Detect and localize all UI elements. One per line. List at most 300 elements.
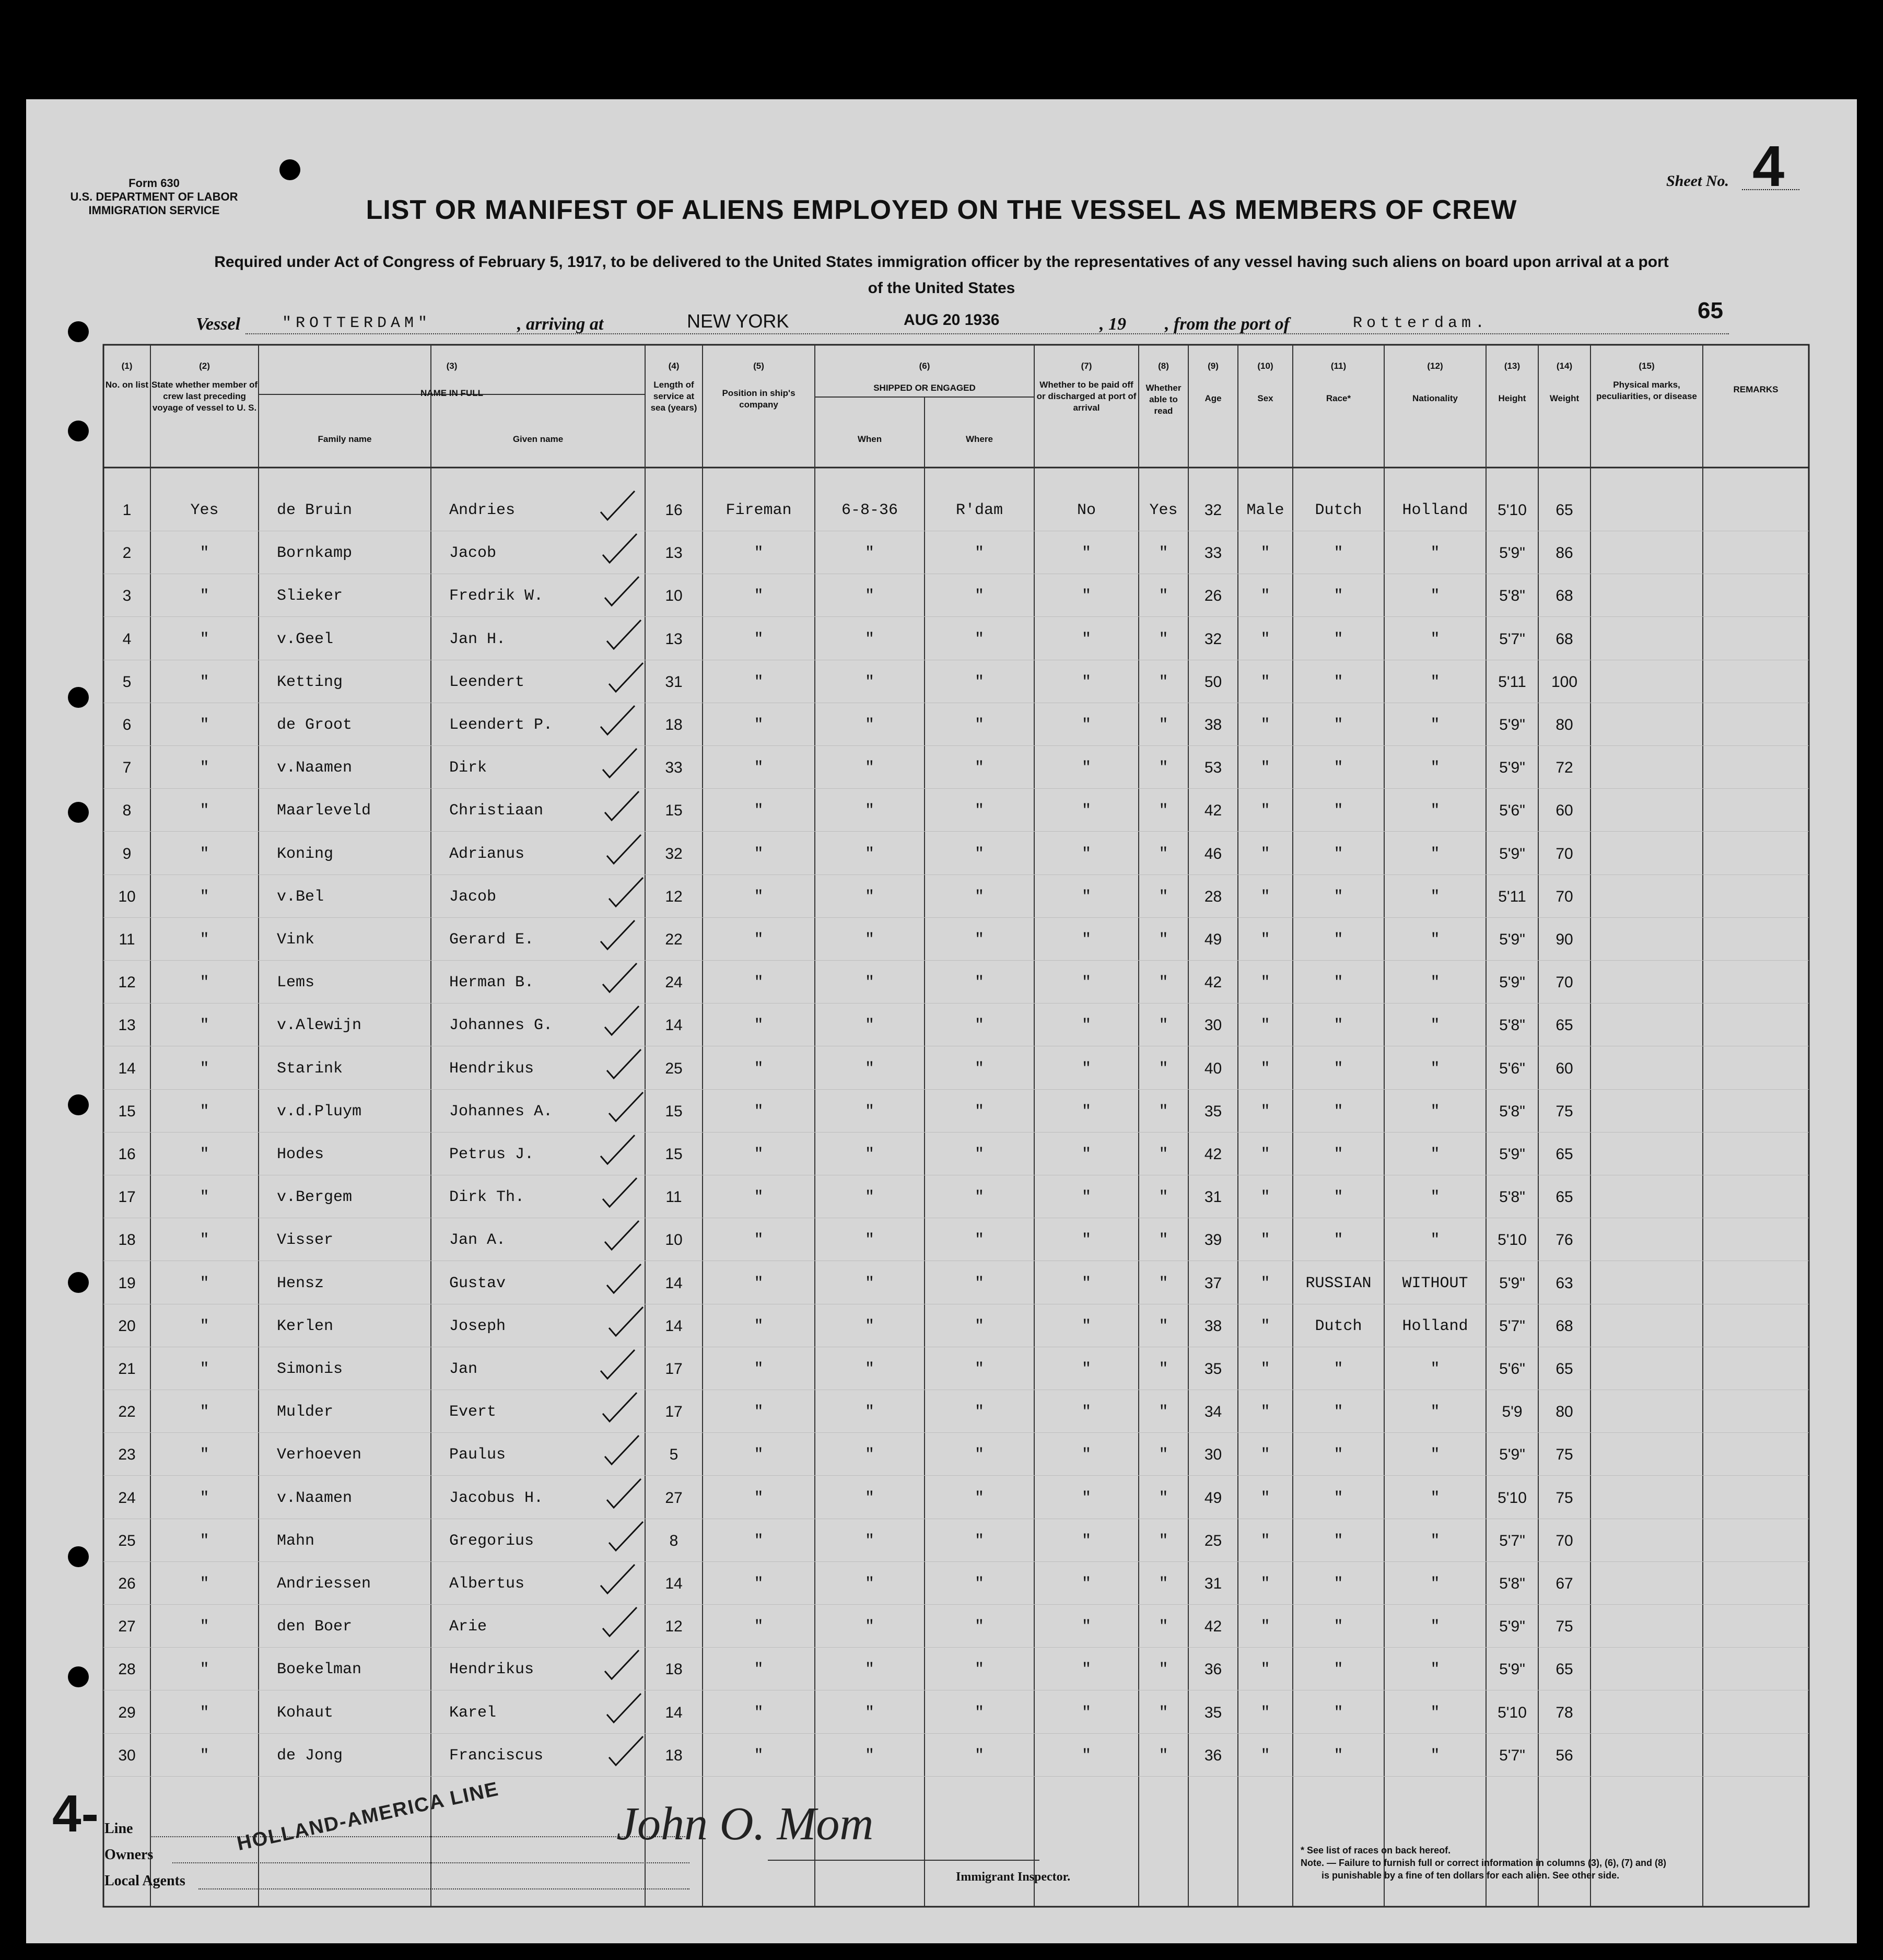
- col-service-header: (4) Length of service at sea (years): [650, 361, 697, 413]
- paid-off: No: [1077, 501, 1096, 519]
- age: 39: [1204, 1231, 1222, 1249]
- family-name: Mahn: [277, 1532, 315, 1550]
- row-rule: [103, 788, 1809, 789]
- shipped-where: ": [974, 802, 984, 820]
- nationality: Holland: [1402, 1317, 1468, 1335]
- sex: ": [1260, 716, 1270, 734]
- nationality: ": [1430, 1188, 1440, 1207]
- family-name: Bornkamp: [277, 544, 353, 563]
- weight: 56: [1555, 1746, 1573, 1764]
- family-name: Vink: [277, 931, 315, 949]
- given-name: Dirk Th.: [449, 1188, 525, 1207]
- shipped-when: ": [864, 888, 874, 906]
- sex: ": [1260, 1704, 1270, 1722]
- check-mark-icon: [606, 660, 648, 697]
- nationality: ": [1430, 1403, 1440, 1421]
- row-number: 23: [118, 1446, 136, 1464]
- age: 35: [1204, 1360, 1222, 1378]
- able-to-read: ": [1159, 1360, 1168, 1378]
- given-name: Johannes G.: [449, 1017, 553, 1035]
- row-number: 30: [118, 1746, 136, 1764]
- given-name: Jan H.: [449, 630, 506, 648]
- weight: 72: [1555, 759, 1573, 777]
- age: 49: [1204, 1489, 1222, 1507]
- height: 5'8": [1499, 1188, 1525, 1206]
- sex: ": [1260, 1618, 1270, 1636]
- paid-off: ": [1081, 1317, 1091, 1335]
- position: ": [754, 1231, 764, 1250]
- given-name: Hendrikus: [449, 1661, 534, 1679]
- able-to-read: ": [1159, 802, 1168, 820]
- check-mark-icon: [606, 1090, 648, 1126]
- inspector-label: Immigrant Inspector.: [956, 1870, 1071, 1884]
- weight: 75: [1555, 1489, 1573, 1507]
- family-name: den Boer: [277, 1618, 353, 1636]
- col-physical-marks-header: (15) Physical marks, peculiarities, or disease: [1596, 361, 1697, 401]
- age: 36: [1204, 1746, 1222, 1764]
- sex: ": [1260, 1575, 1270, 1593]
- given-name: Joseph: [449, 1317, 506, 1335]
- nationality: ": [1430, 1231, 1440, 1250]
- shipped-when: ": [864, 1188, 874, 1207]
- prev-voyage: ": [200, 1704, 209, 1722]
- nationality: ": [1430, 845, 1440, 863]
- row-number: 18: [118, 1231, 136, 1249]
- age: 32: [1204, 501, 1222, 519]
- service-years: 24: [665, 974, 683, 991]
- height: 5'9": [1499, 544, 1525, 562]
- able-to-read: ": [1159, 1746, 1168, 1765]
- height: 5'9": [1499, 845, 1525, 862]
- shipped-where: ": [974, 1274, 984, 1292]
- able-to-read: Yes: [1149, 501, 1178, 519]
- shipped-when: ": [864, 1489, 874, 1507]
- paid-off: ": [1081, 673, 1091, 691]
- row-rule: [103, 1003, 1809, 1004]
- age: 35: [1204, 1102, 1222, 1120]
- family-name: Hodes: [277, 1146, 324, 1163]
- age: 37: [1204, 1274, 1222, 1292]
- check-mark-icon: [598, 1562, 640, 1599]
- height: 5'9": [1499, 716, 1525, 733]
- col-no-header: (1) No. on list: [105, 361, 149, 390]
- service-years: 14: [665, 1317, 683, 1335]
- sex: ": [1260, 931, 1270, 949]
- nationality: ": [1430, 1704, 1440, 1722]
- given-name: Jan: [449, 1360, 478, 1378]
- shipped-where: ": [974, 1059, 984, 1078]
- height: 5'8": [1499, 587, 1525, 605]
- nationality: ": [1430, 1360, 1440, 1378]
- shipped-where: ": [974, 888, 984, 906]
- check-mark-icon: [604, 1691, 646, 1728]
- col-age-header: (9) Age: [1204, 361, 1222, 403]
- sex: ": [1260, 1317, 1270, 1335]
- shipped-where: ": [974, 1704, 984, 1722]
- given-name: Christiaan: [449, 802, 544, 820]
- height: 5'10: [1498, 1489, 1527, 1507]
- nationality: ": [1430, 1489, 1440, 1507]
- height: 5'9": [1499, 1661, 1525, 1678]
- given-name: Jacob: [449, 888, 497, 906]
- prev-voyage: ": [200, 1489, 209, 1507]
- weight: 65: [1555, 1661, 1573, 1678]
- position: ": [754, 1317, 764, 1335]
- shipped-where: ": [974, 1017, 984, 1035]
- nationality: ": [1430, 1059, 1440, 1078]
- check-mark-icon: [600, 746, 642, 783]
- paid-off: ": [1081, 1618, 1091, 1636]
- row-number: 24: [118, 1489, 136, 1507]
- row-number: 4: [122, 630, 132, 648]
- family-name: v.Naamen: [277, 1489, 353, 1507]
- row-rule: [103, 1776, 1809, 1777]
- check-mark-icon: [606, 1734, 648, 1770]
- page-number: 65: [1698, 298, 1723, 323]
- weight: 75: [1555, 1618, 1573, 1636]
- prev-voyage: ": [200, 1403, 209, 1421]
- position: ": [754, 1188, 764, 1207]
- height: 5'9": [1499, 759, 1525, 777]
- paid-off: ": [1081, 931, 1091, 949]
- shipped-where: ": [974, 1446, 984, 1464]
- family-name: Visser: [277, 1231, 334, 1250]
- col-family-name-header: Family name: [318, 434, 372, 444]
- manifest-sheet: [26, 99, 1857, 1943]
- able-to-read: ": [1159, 1446, 1168, 1464]
- able-to-read: ": [1159, 888, 1168, 906]
- prev-voyage: ": [200, 716, 209, 734]
- able-to-read: ": [1159, 1017, 1168, 1035]
- age: 31: [1204, 1575, 1222, 1592]
- shipped-where: ": [974, 544, 984, 563]
- given-name: Adrianus: [449, 845, 525, 863]
- position: ": [754, 1059, 764, 1078]
- row-number: 22: [118, 1403, 136, 1421]
- weight: 100: [1551, 673, 1578, 691]
- race: ": [1334, 759, 1343, 777]
- shipped-when: ": [864, 1618, 874, 1636]
- row-rule: [103, 960, 1809, 961]
- age: 26: [1204, 587, 1222, 605]
- penalty-note-2: is punishable by a fine of ten dollars for each alien. See other side.: [1321, 1870, 1620, 1881]
- row-number: 27: [118, 1618, 136, 1636]
- race: ": [1334, 1575, 1343, 1593]
- height: 5'8": [1499, 1575, 1525, 1592]
- race: ": [1334, 1403, 1343, 1421]
- paid-off: ": [1081, 974, 1091, 992]
- nationality: ": [1430, 716, 1440, 734]
- able-to-read: ": [1159, 1489, 1168, 1507]
- check-mark-icon: [604, 617, 646, 654]
- shipped-where: ": [974, 1746, 984, 1765]
- age: 46: [1204, 845, 1222, 862]
- page-title: LIST OR MANIFEST OF ALIENS EMPLOYED ON THE VESSEL AS MEMBERS OF CREW: [366, 195, 1517, 225]
- age: 42: [1204, 1146, 1222, 1163]
- weight: 80: [1555, 1403, 1573, 1421]
- nationality: ": [1430, 673, 1440, 691]
- race: ": [1334, 630, 1343, 648]
- owners-label: Owners: [104, 1847, 154, 1863]
- family-name: v.Naamen: [277, 759, 353, 777]
- inspector-signature: John O. Mom: [616, 1798, 874, 1850]
- col-position-header: (5) Position in ship's company: [722, 361, 796, 410]
- family-name: de Jong: [277, 1746, 343, 1765]
- age: 42: [1204, 802, 1222, 820]
- check-mark-icon: [602, 1218, 644, 1255]
- nationality: ": [1430, 1017, 1440, 1035]
- able-to-read: ": [1159, 1146, 1168, 1163]
- row-rule: [103, 1089, 1809, 1090]
- race: ": [1334, 1102, 1343, 1121]
- shipped-when: ": [864, 1746, 874, 1765]
- paid-off: ": [1081, 1102, 1091, 1121]
- arriving-label: , arriving at: [517, 314, 604, 334]
- race: ": [1334, 1489, 1343, 1507]
- prev-voyage: ": [200, 1446, 209, 1464]
- family-name: Kerlen: [277, 1317, 334, 1335]
- races-note: * See list of races on back hereof.: [1301, 1845, 1451, 1856]
- able-to-read: ": [1159, 673, 1168, 691]
- nationality: ": [1430, 1661, 1440, 1679]
- check-mark-icon: [602, 1004, 644, 1040]
- height: 5'11: [1498, 888, 1526, 905]
- prev-voyage: ": [200, 1746, 209, 1765]
- able-to-read: ": [1159, 1059, 1168, 1078]
- service-years: 15: [665, 1102, 683, 1120]
- sex: ": [1260, 1360, 1270, 1378]
- paid-off: ": [1081, 544, 1091, 563]
- able-to-read: ": [1159, 845, 1168, 863]
- race: Dutch: [1315, 1317, 1362, 1335]
- from-port-label: , from the port of: [1165, 314, 1290, 334]
- sex: ": [1260, 1661, 1270, 1679]
- sex: ": [1260, 1403, 1270, 1421]
- row-number: 28: [118, 1661, 136, 1678]
- row-rule: [103, 1604, 1809, 1605]
- paid-off: ": [1081, 1704, 1091, 1722]
- position: ": [754, 1017, 764, 1035]
- prev-voyage: ": [200, 1618, 209, 1636]
- row-number: 6: [122, 716, 132, 733]
- race: ": [1334, 802, 1343, 820]
- paid-off: ": [1081, 1274, 1091, 1292]
- age: 34: [1204, 1403, 1222, 1421]
- race: ": [1334, 1059, 1343, 1078]
- paid-off: ": [1081, 1017, 1091, 1035]
- check-mark-icon: [602, 1433, 644, 1469]
- check-mark-icon: [598, 703, 640, 740]
- nationality: ": [1430, 1618, 1440, 1636]
- weight: 75: [1555, 1446, 1573, 1464]
- given-name: Franciscus: [449, 1746, 544, 1765]
- shipped-where: ": [974, 1102, 984, 1121]
- prev-voyage: ": [200, 888, 209, 906]
- paid-off: ": [1081, 1446, 1091, 1464]
- prev-voyage: ": [200, 974, 209, 992]
- race: RUSSIAN: [1305, 1274, 1372, 1292]
- able-to-read: ": [1159, 1102, 1168, 1121]
- position: ": [754, 587, 764, 605]
- prev-voyage: ": [200, 1274, 209, 1292]
- year-label: , 19: [1100, 314, 1126, 334]
- shipped-when: ": [864, 1661, 874, 1679]
- sex: ": [1260, 974, 1270, 992]
- prev-voyage: ": [200, 544, 209, 563]
- family-name: Ketting: [277, 673, 343, 691]
- height: 5'6": [1499, 1059, 1525, 1077]
- shipped-when: ": [864, 1059, 874, 1078]
- service-years: 12: [665, 1618, 683, 1636]
- able-to-read: ": [1159, 1532, 1168, 1550]
- race: ": [1334, 716, 1343, 734]
- sex: ": [1260, 1274, 1270, 1292]
- race: ": [1334, 1231, 1343, 1250]
- weight: 67: [1555, 1575, 1573, 1592]
- row-rule: [103, 616, 1809, 617]
- sheet-label: Sheet No.: [1666, 172, 1729, 190]
- given-name: Paulus: [449, 1446, 506, 1464]
- sheet-number: 4: [1752, 134, 1785, 199]
- shipped-where: ": [974, 1360, 984, 1378]
- age: 35: [1204, 1704, 1222, 1721]
- col-height-header: (13) Height: [1498, 361, 1526, 403]
- nationality: ": [1430, 587, 1440, 605]
- family-name: v.d.Pluym: [277, 1102, 362, 1121]
- height: 5'9": [1499, 931, 1525, 948]
- age: 38: [1204, 1317, 1222, 1335]
- family-name: v.Bergem: [277, 1188, 353, 1207]
- shipped-when: ": [864, 802, 874, 820]
- check-mark-icon: [606, 875, 648, 912]
- height: 5'10: [1498, 501, 1527, 519]
- weight: 70: [1555, 845, 1573, 862]
- line-label: Line: [104, 1821, 133, 1837]
- prev-voyage: ": [200, 1317, 209, 1335]
- check-mark-icon: [598, 488, 640, 525]
- check-mark-icon: [604, 1262, 646, 1298]
- prev-voyage: ": [200, 673, 209, 691]
- nationality: Holland: [1402, 501, 1468, 519]
- check-mark-icon: [598, 918, 640, 954]
- prev-voyage: ": [200, 1188, 209, 1207]
- service-years: 10: [665, 587, 683, 605]
- age: 38: [1204, 716, 1222, 733]
- row-number: 26: [118, 1575, 136, 1592]
- age: 49: [1204, 931, 1222, 948]
- position: ": [754, 630, 764, 648]
- sex: Male: [1246, 501, 1284, 519]
- col-race-header: (11) Race*: [1326, 361, 1351, 403]
- row-rule: [103, 831, 1809, 832]
- race: ": [1334, 1746, 1343, 1765]
- sex: ": [1260, 1446, 1270, 1464]
- shipped-where: ": [974, 1489, 984, 1507]
- weight: 90: [1555, 931, 1573, 948]
- col-remarks-header: REMARKS: [1733, 384, 1779, 394]
- able-to-read: ": [1159, 1618, 1168, 1636]
- check-mark-icon: [600, 1605, 642, 1641]
- row-number: 7: [122, 759, 132, 777]
- weight: 70: [1555, 888, 1573, 905]
- nationality: ": [1430, 759, 1440, 777]
- height: 5'9": [1499, 1274, 1525, 1292]
- shipped-when: ": [864, 1532, 874, 1550]
- col-paid-off-header: (7) Whether to be paid off or discharged at port of arrival: [1036, 361, 1137, 413]
- nationality: ": [1430, 1532, 1440, 1550]
- family-name: Mulder: [277, 1403, 334, 1421]
- sex: ": [1260, 630, 1270, 648]
- weight: 65: [1555, 1188, 1573, 1206]
- family-name: Hensz: [277, 1274, 324, 1292]
- race: ": [1334, 544, 1343, 563]
- row-rule: [103, 1132, 1809, 1133]
- row-number: 12: [118, 974, 136, 991]
- department-name: U.S. DEPARTMENT OF LABOR: [70, 190, 238, 203]
- age: 32: [1204, 630, 1222, 648]
- service-name: IMMIGRATION SERVICE: [88, 204, 220, 217]
- able-to-read: ": [1159, 759, 1168, 777]
- shipped-when: ": [864, 1017, 874, 1035]
- shipped-where: ": [974, 845, 984, 863]
- sex: ": [1260, 759, 1270, 777]
- race: ": [1334, 587, 1343, 605]
- check-mark-icon: [600, 961, 642, 997]
- able-to-read: ": [1159, 1661, 1168, 1679]
- sex: ": [1260, 1059, 1270, 1078]
- check-mark-icon: [600, 1175, 642, 1212]
- able-to-read: ": [1159, 931, 1168, 949]
- position: ": [754, 759, 764, 777]
- weight: 65: [1555, 1146, 1573, 1163]
- position: ": [754, 931, 764, 949]
- height: 5'7": [1499, 1317, 1525, 1335]
- able-to-read: ": [1159, 1188, 1168, 1207]
- row-rule: [103, 1432, 1809, 1433]
- family-name: de Bruin: [277, 501, 353, 519]
- nationality: WITHOUT: [1402, 1274, 1468, 1292]
- footer-notes: [1301, 1844, 1823, 1882]
- shipped-where: ": [974, 1188, 984, 1207]
- shipped-when: ": [864, 544, 874, 563]
- row-rule: [103, 1561, 1809, 1562]
- paid-off: ": [1081, 1575, 1091, 1593]
- local-agents-label: Local Agents: [104, 1873, 185, 1889]
- paid-off: ": [1081, 1188, 1091, 1207]
- subtitle: Required under Act of Congress of February 5, 1917, to be delivered to the United States immigration officer by the representatives of any vessel having such aliens on board upon arrival at a port: [214, 253, 1669, 271]
- service-years: 14: [665, 1274, 683, 1292]
- shipped-when: ": [864, 673, 874, 691]
- nationality: ": [1430, 1575, 1440, 1593]
- shipped-when: ": [864, 1102, 874, 1121]
- col-nationality-header: (12) Nationality: [1412, 361, 1458, 403]
- sex: ": [1260, 587, 1270, 605]
- row-number: 17: [118, 1188, 136, 1206]
- race: ": [1334, 1661, 1343, 1679]
- vessel-label: Vessel: [196, 314, 240, 334]
- given-name: Andries: [449, 501, 516, 519]
- nationality: ": [1430, 1446, 1440, 1464]
- paid-off: ": [1081, 716, 1091, 734]
- position: ": [754, 888, 764, 906]
- row-number: 1: [122, 501, 132, 519]
- able-to-read: ": [1159, 1704, 1168, 1722]
- service-years: 8: [669, 1532, 679, 1549]
- age: 28: [1204, 888, 1222, 905]
- position: ": [754, 1403, 764, 1421]
- paid-off: ": [1081, 888, 1091, 906]
- service-years: 13: [665, 630, 683, 648]
